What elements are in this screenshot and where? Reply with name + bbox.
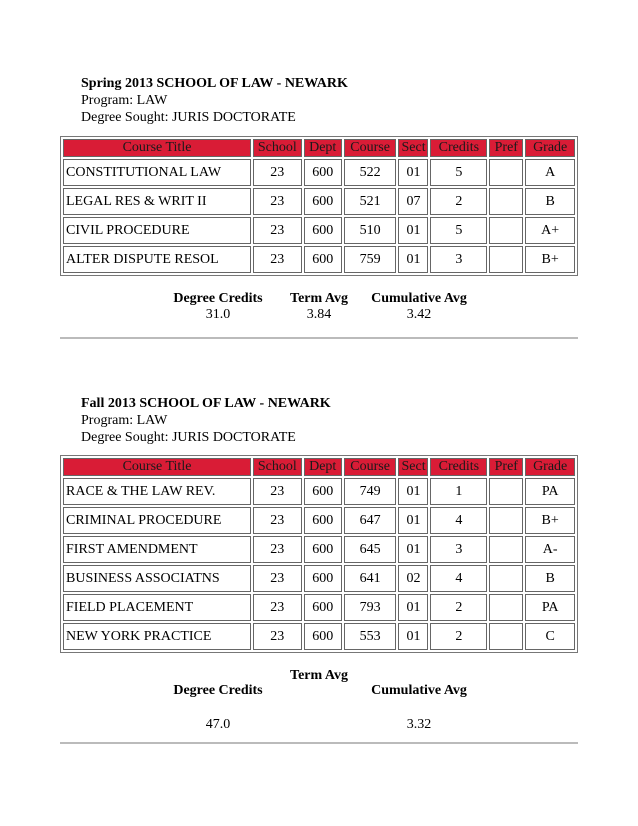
degree-credits-value: 47.0 (205, 717, 231, 732)
cell-pref (489, 246, 523, 273)
cell-course: 647 (344, 507, 397, 534)
cell-school: 23 (253, 565, 302, 592)
col-pref: Pref (489, 458, 523, 476)
table-header-row (63, 139, 575, 157)
cell-school: 23 (253, 217, 302, 244)
degree-credits-label: Degree Credits (173, 291, 263, 306)
cell-course: 521 (344, 188, 397, 215)
cell-pref (489, 536, 523, 563)
col-dept: Dept (304, 458, 342, 476)
cell-course: 510 (344, 217, 397, 244)
cell-sect: 01 (398, 159, 428, 186)
cell-sect: 01 (398, 507, 428, 534)
cell-grade: C (525, 623, 575, 650)
cell-course-title: FIELD PLACEMENT (63, 594, 251, 621)
cell-sect: 01 (398, 536, 428, 563)
cell-school: 23 (253, 623, 302, 650)
cell-sect: 01 (398, 217, 428, 244)
cell-dept: 600 (304, 188, 342, 215)
cell-course: 793 (344, 594, 397, 621)
term-avg-value: 3.84 (306, 307, 332, 322)
term-avg-label: Term Avg (290, 668, 348, 683)
term-avg-label: Term Avg (290, 291, 348, 306)
cell-grade: PA (525, 594, 575, 621)
cell-credits: 4 (430, 565, 487, 592)
cell-sect: 07 (398, 188, 428, 215)
degree-credits-block (168, 683, 268, 733)
cell-credits: 2 (430, 188, 487, 215)
cell-pref (489, 188, 523, 215)
cell-sect: 01 (398, 623, 428, 650)
cumulative-avg-block (368, 291, 470, 323)
course-table-fall-2013 (60, 455, 578, 653)
cell-school: 23 (253, 159, 302, 186)
col-course-title: Course Title (63, 139, 251, 157)
cell-course-title: CONSTITUTIONAL LAW (63, 159, 251, 186)
col-school: School (253, 139, 302, 157)
cell-pref (489, 217, 523, 244)
cell-pref (489, 623, 523, 650)
cell-course: 749 (344, 478, 397, 505)
col-credits: Credits (430, 458, 487, 476)
cell-course: 645 (344, 536, 397, 563)
degree-line: Degree Sought: JURIS DOCTORATE (81, 430, 296, 445)
col-course: Course (344, 139, 397, 157)
cell-grade: A- (525, 536, 575, 563)
cell-school: 23 (253, 536, 302, 563)
cell-course-title: NEW YORK PRACTICE (63, 623, 251, 650)
table-row (63, 594, 575, 621)
cell-dept: 600 (304, 159, 342, 186)
section-divider (60, 742, 578, 744)
col-grade: Grade (525, 458, 575, 476)
cell-course-title: ALTER DISPUTE RESOL (63, 246, 251, 273)
cell-school: 23 (253, 507, 302, 534)
cell-credits: 2 (430, 594, 487, 621)
cell-grade: B+ (525, 246, 575, 273)
cell-sect: 01 (398, 246, 428, 273)
cell-course: 641 (344, 565, 397, 592)
cell-credits: 5 (430, 217, 487, 244)
term-title: Spring 2013 SCHOOL OF LAW - NEWARK (81, 76, 348, 91)
table-row (63, 159, 575, 186)
cell-course: 759 (344, 246, 397, 273)
cell-course: 553 (344, 623, 397, 650)
cell-course: 522 (344, 159, 397, 186)
cell-sect: 01 (398, 594, 428, 621)
cell-dept: 600 (304, 536, 342, 563)
col-sect: Sect (398, 139, 428, 157)
cell-grade: B (525, 565, 575, 592)
program-line: Program: LAW (81, 413, 168, 428)
cell-pref (489, 159, 523, 186)
table-header-row (63, 458, 575, 476)
cell-school: 23 (253, 246, 302, 273)
cell-dept: 600 (304, 246, 342, 273)
section-divider (60, 337, 578, 339)
col-course: Course (344, 458, 397, 476)
cell-sect: 02 (398, 565, 428, 592)
course-table-spring-2013 (60, 136, 578, 276)
table-row (63, 188, 575, 215)
col-pref: Pref (489, 139, 523, 157)
term-header-spring-2013 (81, 75, 348, 126)
cell-course-title: CRIMINAL PROCEDURE (63, 507, 251, 534)
cumulative-avg-block (368, 683, 470, 733)
cell-pref (489, 565, 523, 592)
degree-line: Degree Sought: JURIS DOCTORATE (81, 110, 296, 125)
cell-credits: 1 (430, 478, 487, 505)
cell-course-title: LEGAL RES & WRIT II (63, 188, 251, 215)
program-line: Program: LAW (81, 93, 168, 108)
cell-school: 23 (253, 594, 302, 621)
cell-credits: 2 (430, 623, 487, 650)
term-header-fall-2013 (81, 395, 331, 446)
cell-grade: B (525, 188, 575, 215)
cell-course-title: RACE & THE LAW REV. (63, 478, 251, 505)
cell-grade: A+ (525, 217, 575, 244)
degree-credits-value: 31.0 (205, 307, 231, 322)
col-sect: Sect (398, 458, 428, 476)
cell-pref (489, 507, 523, 534)
col-dept: Dept (304, 139, 342, 157)
table-row (63, 536, 575, 563)
cell-credits: 5 (430, 159, 487, 186)
term-title: Fall 2013 SCHOOL OF LAW - NEWARK (81, 396, 331, 411)
cell-credits: 3 (430, 536, 487, 563)
cell-grade: B+ (525, 507, 575, 534)
cell-sect: 01 (398, 478, 428, 505)
table-row (63, 623, 575, 650)
cell-credits: 4 (430, 507, 487, 534)
cell-grade: PA (525, 478, 575, 505)
cell-dept: 600 (304, 507, 342, 534)
table-row (63, 565, 575, 592)
term-avg-block (284, 291, 354, 323)
cell-pref (489, 478, 523, 505)
table-row (63, 217, 575, 244)
table-row (63, 246, 575, 273)
cell-dept: 600 (304, 623, 342, 650)
table-row (63, 507, 575, 534)
col-credits: Credits (430, 139, 487, 157)
cell-dept: 600 (304, 478, 342, 505)
cumulative-avg-label: Cumulative Avg (371, 683, 467, 698)
cell-school: 23 (253, 478, 302, 505)
cell-school: 23 (253, 188, 302, 215)
term-avg-block (284, 668, 354, 684)
cell-grade: A (525, 159, 575, 186)
table-row (63, 478, 575, 505)
degree-credits-block (168, 291, 268, 323)
cell-course-title: CIVIL PROCEDURE (63, 217, 251, 244)
degree-credits-label: Degree Credits (173, 683, 263, 698)
cumulative-avg-value: 3.42 (406, 307, 432, 322)
cell-pref (489, 594, 523, 621)
cell-credits: 3 (430, 246, 487, 273)
cumulative-avg-label: Cumulative Avg (371, 291, 467, 306)
cell-dept: 600 (304, 594, 342, 621)
col-school: School (253, 458, 302, 476)
cell-course-title: FIRST AMENDMENT (63, 536, 251, 563)
cell-dept: 600 (304, 565, 342, 592)
cell-course-title: BUSINESS ASSOCIATNS (63, 565, 251, 592)
cumulative-avg-value: 3.32 (406, 717, 432, 732)
col-grade: Grade (525, 139, 575, 157)
cell-dept: 600 (304, 217, 342, 244)
col-course-title: Course Title (63, 458, 251, 476)
